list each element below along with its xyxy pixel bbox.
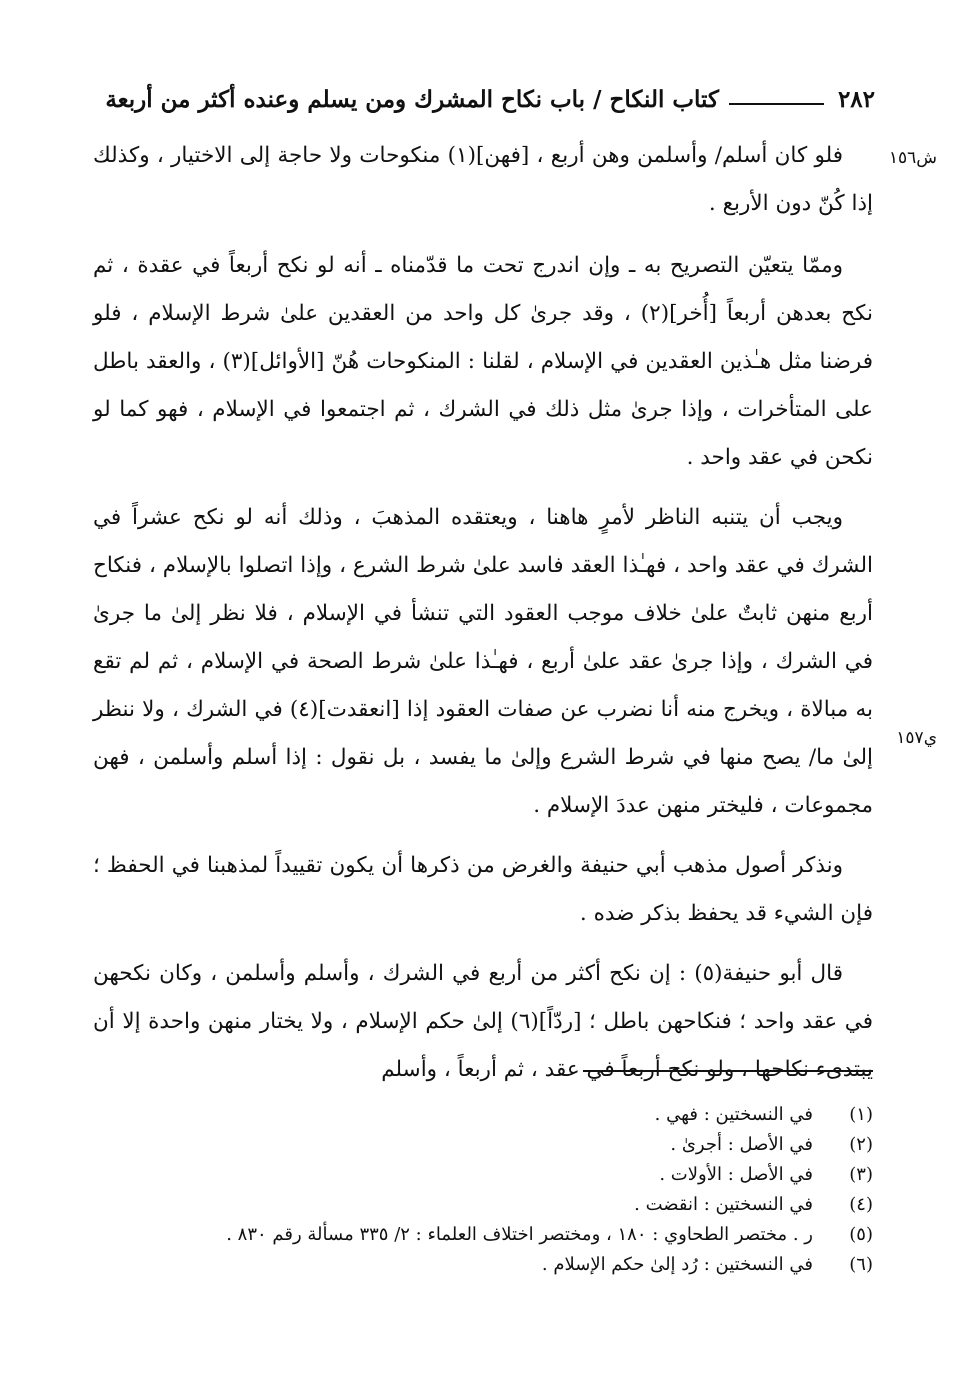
footnote <box>113 1220 873 1250</box>
page-number: ٢٨٢ <box>837 86 875 113</box>
margin-note-manuscript-ref: ش١٥٦ <box>888 148 937 168</box>
paragraph: وممّا يتعيّن التصريح به ـ وإن اندرج تحت ما قدّمناه ـ أنه لو نكح أربعاً في عقدة ، ثم نكح بعدهن أربعاً [أُخر](٢) ، وقد جرىٰ كل واحد من العقدين علىٰ شرط الإسلام ، فلو فرضنا مثل هـٰذين العقدين في الإسلام ، لقلنا : المنكوحات هُنّ [الأوائل](٣) ، والعقد باطل على المتأخرات ، وإذا جرىٰ مثل ذلك في الشرك ، ثم اجتمعوا في الإسلام ، فهو كما لو نكحن في عقد واحد . <box>93 253 874 470</box>
footnote-text: في الأصل : أجرىٰ . <box>670 1134 813 1155</box>
running-title: كتاب النكاح / باب نكاح المشرك ومن يسلم وعنده أكثر من أربعة <box>105 86 719 113</box>
footnote <box>113 1130 873 1160</box>
footnote-text: في النسختين : فهي . <box>654 1104 813 1125</box>
footnote <box>113 1250 873 1280</box>
footnote-number: (١) <box>849 1104 873 1125</box>
footnote-text: في النسختين : انقضت . <box>634 1194 813 1215</box>
footnote-number: (٦) <box>849 1254 873 1275</box>
paragraph: ويجب أن يتنبه الناظر لأمرٍ هاهنا ، ويعتقده المذهبَ ، وذلك أنه لو نكح عشراً في الشرك في عقد واحد ، فهـٰذا العقد فاسد علىٰ شرط الشرع ، وإذا اتصلوا بالإسلام ، فنكاح أربع منهن ثابتٌ علىٰ خلاف موجب العقود التي تنشأ في الإسلام ، فلا نظر إلىٰ ما جرىٰ في الشرك ، وإذا جرىٰ عقد علىٰ أربع ، فهـٰذا علىٰ شرط الصحة في الإسلام ، ثم لم تقع به مبالاة ، ويخرج منه أنا نضرب عن صفات العقود إذا [انعقدت](٤) في الشرك ، ولا ننظر إلىٰ ما/ يصح منها في شرط الشرع وإلىٰ ما يفسد ، بل نقول : إذا أسلم وأسلمن ، فهن مجموعات ، فليختر منهن عددَ الإسلام . <box>93 505 873 818</box>
footnote-text: ر . مختصر الطحاوي : ١٨٠ ، ومختصر اختلاف العلماء : ٢/ ٣٣٥ مسألة رقم ٨٣٠ . <box>226 1224 813 1245</box>
main-text <box>93 132 873 1106</box>
header-dash <box>729 103 824 105</box>
paragraph: ونذكر أصول مذهب أبي حنيفة والغرض من ذكرها أن يكون تقييداً لمذهبنا في الحفظ ؛ فإن الشيء قد يحفظ بذكر ضده . <box>93 853 873 926</box>
paragraph: قال أبو حنيفة(٥) : إن نكح أكثر من أربع في الشرك ، وأسلم وأسلمن ، وكان نكحهن في عقد واحد ؛ فنكاحهن باطل ؛ [ردّاً](٦) إلىٰ حكم الإسلام ، ولا يختار منهن واحدة إلا أن يبتدىء نكاحها ، ولو نكح أربعاً في عقد ، ثم أربعاً ، وأسلم <box>93 961 873 1082</box>
margin-note-manuscript-ref: ي١٥٧ <box>896 728 937 748</box>
footnote-separator <box>583 1070 873 1072</box>
footnote-number: (٤) <box>849 1194 873 1215</box>
running-header <box>95 80 875 120</box>
footnote <box>113 1100 873 1130</box>
footnote-text: في النسختين : رُد إلىٰ حكم الإسلام . <box>541 1254 813 1275</box>
footnotes <box>113 1100 873 1280</box>
footnote-number: (٣) <box>849 1164 873 1185</box>
footnote <box>113 1160 873 1190</box>
footnote <box>113 1190 873 1220</box>
footnote-number: (٢) <box>849 1134 873 1155</box>
footnote-number: (٥) <box>849 1224 873 1245</box>
footnote-text: في الأصل : الأولات . <box>659 1164 813 1185</box>
paragraph: فلو كان أسلم/ وأسلمن وهن أربع ، [فهن](١) منكوحات ولا حاجة إلى الاختيار ، وكذلك إذا كُنّ دون الأربع . <box>93 143 873 216</box>
